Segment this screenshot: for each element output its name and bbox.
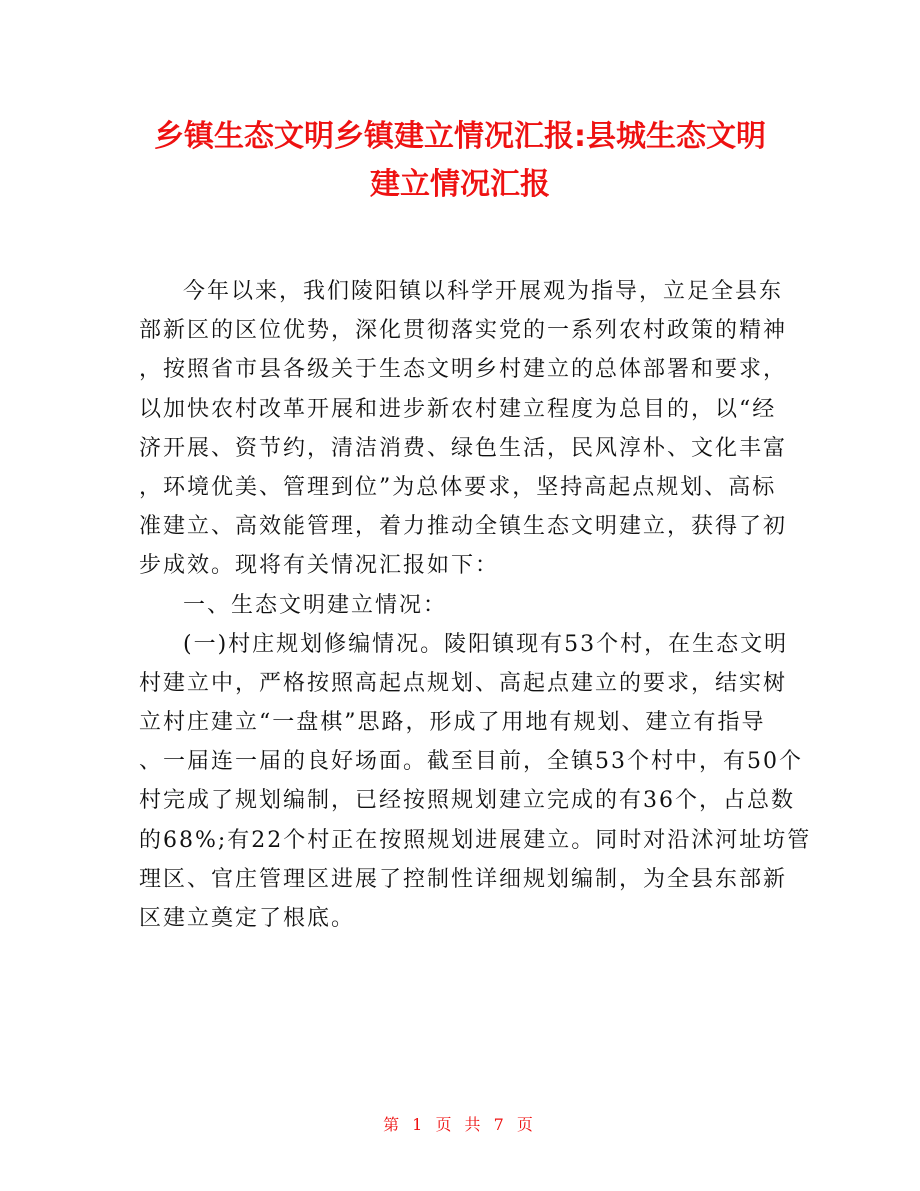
- body-line: 济开展、资节约，清洁消费、绿色生活，民风淳朴、文化丰富: [139, 435, 788, 461]
- body-line: 理区、官庄管理区进展了控制性详细规划编制，为全县东部新: [139, 866, 788, 892]
- title-line-2: 建立情况汇报: [370, 167, 550, 202]
- title-line-1: 乡镇生态文明乡镇建立情况汇报:县城生态文明: [154, 119, 766, 154]
- body-line: 的68%;有22个村正在按照规划进展建立。同时对沿沭河址坊管: [139, 827, 812, 853]
- page-footer: 第 1 页 共 7 页: [383, 1115, 537, 1134]
- body-line: 区建立奠定了根底。: [139, 906, 356, 931]
- body-line: ，环境优美、管理到位”为总体要求，坚持高起点规划、高标: [139, 474, 777, 500]
- body-line: 今年以来，我们陵阳镇以科学开展观为指导，立足全县东: [183, 279, 784, 304]
- body-line: ，按照省市县各级关于生态文明乡村建立的总体部署和要求，: [139, 357, 788, 383]
- body-line: 村完成了规划编制，已经按照规划建立完成的有36个，占总数: [139, 788, 795, 814]
- body-line: 一、生态文明建立情况：: [183, 592, 448, 618]
- document-body: [139, 272, 812, 938]
- body-line: 步成效。现将有关情况汇报如下：: [139, 553, 500, 579]
- body-line: 准建立、高效能管理，着力推动全镇生态文明建立，获得了初: [139, 514, 788, 540]
- body-line: 以加快农村改革开展和进步新农村建立程度为总目的，以“经: [139, 396, 777, 422]
- body-line: 部新区的区位优势，深化贯彻落实党的一系列农村政策的精神: [139, 318, 788, 344]
- body-line: (一)村庄规划修编情况。陵阳镇现有53个村，在生态文明: [183, 631, 789, 657]
- body-line: 、一届连一届的良好场面。截至目前，全镇53个村中，有50个: [139, 749, 803, 775]
- document-title: [130, 113, 790, 209]
- body-line: 村建立中，严格按照高起点规划、高起点建立的要求，结实树: [139, 670, 788, 696]
- body-line: 立村庄建立“一盘棋”思路，形成了用地有规划、建立有指导: [139, 710, 766, 736]
